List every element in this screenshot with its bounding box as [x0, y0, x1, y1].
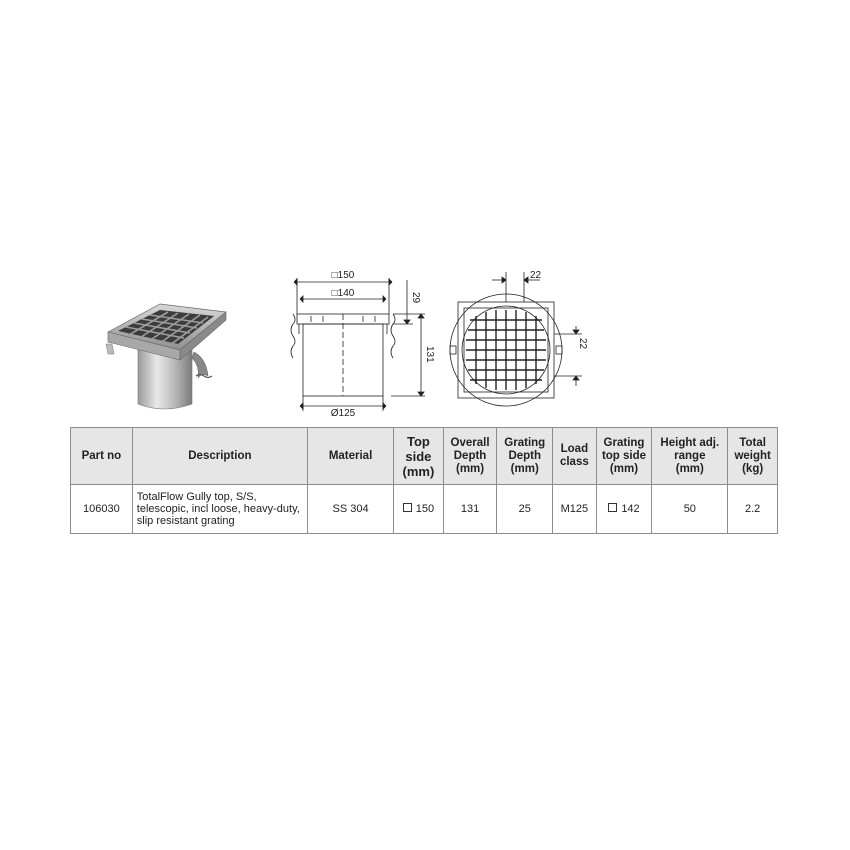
cell-material: SS 304 [308, 485, 394, 534]
dim-diameter-label: Ø125 [330, 408, 356, 416]
top-view-drawing [440, 266, 610, 416]
product-photo [102, 292, 230, 412]
cell-grating-top-side: 142 [596, 485, 652, 534]
product-figures [70, 262, 780, 424]
header-overall-depth: Overall Depth (mm) [443, 428, 497, 485]
dim-inner-label: □140 [331, 288, 355, 299]
cell-description: TotalFlow Gully top, S/S, telescopic, incl loose, heavy-duty, slip resistant grating [132, 485, 307, 534]
header-total-weight: Total weight (kg) [728, 428, 778, 485]
dim-outer-label: □150 [331, 270, 355, 281]
cell-total-weight: 2.2 [728, 485, 778, 534]
table-header-row [71, 428, 778, 485]
header-part-no: Part no [71, 428, 133, 485]
header-material: Material [308, 428, 394, 485]
cell-grating-depth: 25 [497, 485, 553, 534]
dim-side-label: 22 [577, 338, 588, 350]
header-grating-depth: Grating Depth (mm) [497, 428, 553, 485]
table-row [71, 485, 778, 534]
cell-height-adj: 50 [652, 485, 728, 534]
dim-flange-label: 29 [410, 292, 421, 304]
header-grating-top-side: Grating top side (mm) [596, 428, 652, 485]
header-load-class: Load class [553, 428, 597, 485]
dim-height-label: 131 [424, 346, 435, 363]
cell-overall-depth: 131 [443, 485, 497, 534]
header-description: Description [132, 428, 307, 485]
cell-part-no: 106030 [71, 485, 133, 534]
dim-top-width-label: 22 [530, 270, 542, 281]
square-symbol-icon [608, 503, 617, 512]
spec-table [70, 427, 778, 534]
square-symbol-icon [403, 503, 412, 512]
header-height-adj: Height adj. range (mm) [652, 428, 728, 485]
cell-load-class: M125 [553, 485, 597, 534]
side-elevation-drawing [285, 266, 445, 416]
cell-top-side: 150 [394, 485, 444, 534]
header-top-side: Top side (mm) [394, 428, 444, 485]
